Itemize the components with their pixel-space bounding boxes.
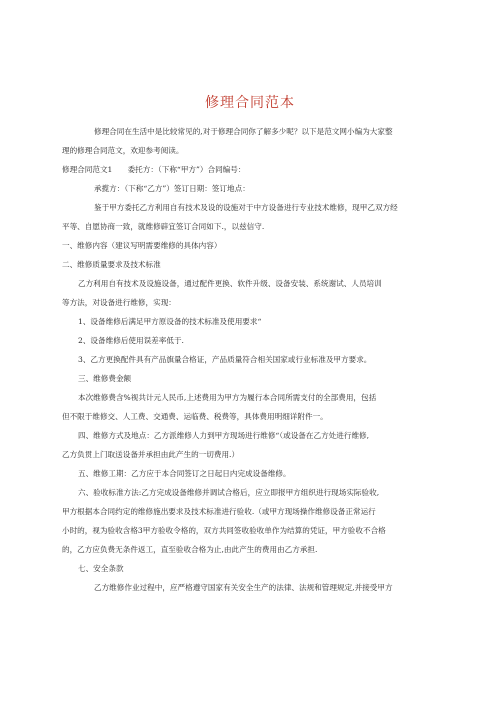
- section-heading: 七、安全条款: [78, 564, 124, 573]
- section-heading: 三、维修费金额: [78, 374, 132, 383]
- body-line: 承揽方：（下称“乙方”）签订日期：签订地点：: [94, 184, 250, 193]
- section-heading: 一、维修内容（建议写明需要维修的具体内容）: [62, 241, 222, 250]
- list-item: 2、设备维修后使用误差率低于.: [78, 336, 184, 345]
- section-heading: 二、维修质量要求及技术标准: [62, 260, 161, 269]
- list-item: 1、设备维修后满足甲方原设备的技术标准及使用要求“: [78, 317, 262, 326]
- body-line: 乙方维修作业过程中，应严格遵守国家有关安全生产的法律、法规和管理规定,并接受甲方: [94, 583, 393, 592]
- body-line: 本次维修费含%视共计元人民币,上述费用为甲方为履行本合同所需支付的全部费用，包括: [78, 393, 377, 402]
- body-line: 但不限于维修交、人工费、交通费、运临费、税费等，具体费用明细详附件一。: [62, 412, 328, 421]
- list-item: 3、乙方更换配件具有产品旗量合格证，产品质量符合相关国家或行业标准及甲方要求。: [78, 355, 372, 364]
- body-line: 甲方根据本合同约定的维修施出要求及技术标准进行验收.（或甲方现场操作维修设备正常运行: [62, 507, 376, 516]
- body-line: 的，乙方应负费无条件返工，直至验收合格为止,由此产生的费用由乙方承担.: [62, 545, 318, 554]
- body-line: 鉴于甲方委托乙方利用自有技术及设的设施对于中方设备进行专业技术维修，现甲乙双方经: [94, 203, 398, 212]
- body-line: 修理合同在生活中是比较常见的,对于修理合同你了解多少呢？以下是范文网小编为大家整: [94, 127, 393, 136]
- body-line: 等方法，对设备进行维修，实现：: [62, 298, 176, 307]
- body-line: 修理合同范文1 委托方：（下称“甲方”）合同编号：: [62, 165, 246, 174]
- body-line: 五、维修工期：乙方应于本合同签订之日起日内完成设备维修。: [78, 469, 291, 478]
- body-line: 理的修理合同范文，欢迎参考阅读。: [62, 146, 184, 155]
- body-line: 六、验收标准方法:乙方完成设备维修并调试合格后，应立即报甲方组织进行现场实际验收,: [78, 488, 380, 497]
- body-line: 乙方利用自有技术及设施设备，通过配件更换、软件升级、设备安装、系统谢试、人员培训: [78, 279, 382, 288]
- document-title: 修理合同范本: [205, 95, 295, 111]
- body-line: 四、维修方式及地点：乙方派维修人力到甲方现场进行维修“（或设备在乙方处进行维修,: [78, 431, 370, 440]
- body-line: 乙方负贯上门取送设备并承担由此产生的一切费用.）: [62, 450, 240, 459]
- body-line: 小时的，视为验收含格3甲方验收令格的，双方共同签收验收单作为结算的凭证，甲方验收不合格: [62, 526, 386, 535]
- body-line: 平等、自愿协商一致，就维修辟宜签订合同如下.，以兹信守.: [62, 222, 265, 231]
